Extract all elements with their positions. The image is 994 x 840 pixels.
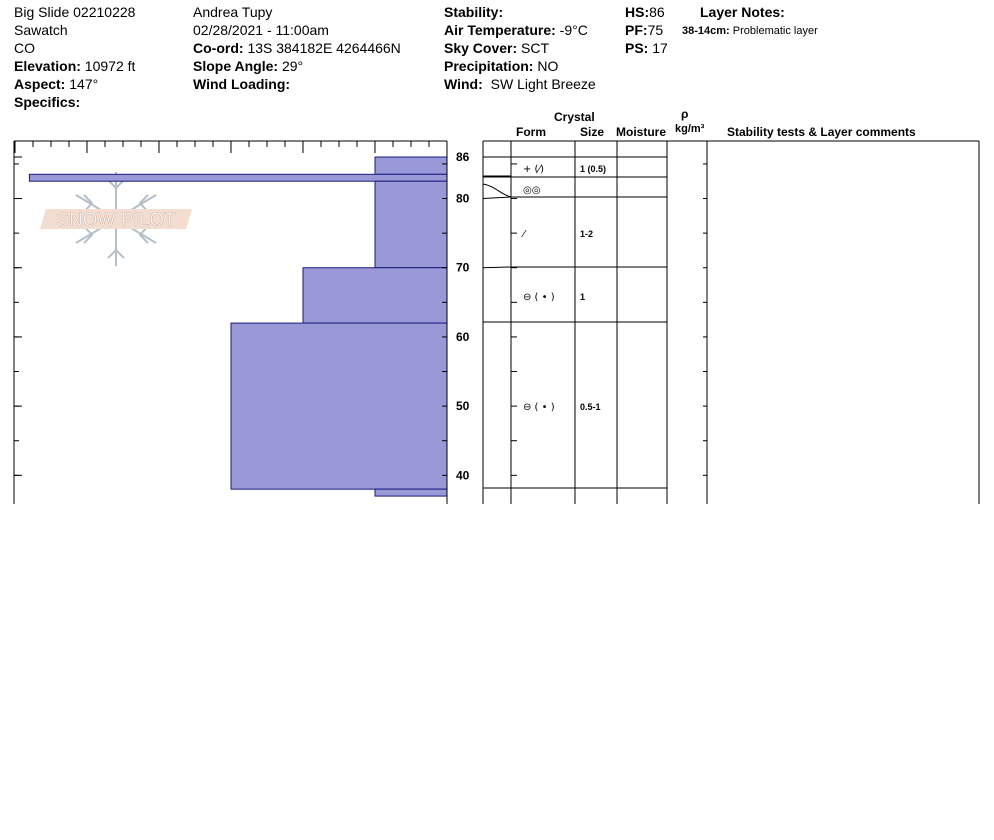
hardness-bar: [29, 174, 447, 181]
coord-label: Co-ord:: [193, 40, 244, 56]
height-tick-label: 80: [456, 191, 470, 206]
layer-form-symbol: + (⁄): [523, 164, 545, 175]
hs-label: HS:: [625, 4, 650, 20]
moisture-header: Moisture: [616, 125, 667, 139]
form-header: Form: [516, 125, 546, 139]
hardness-bar: [303, 268, 447, 323]
aspect-value: 147°: [69, 76, 99, 92]
height-tick-label: 50: [456, 399, 470, 414]
logo-text: SNOW PILOT: [56, 210, 176, 231]
crystal-header: Crystal: [554, 110, 595, 124]
snowpilot-logo: [40, 172, 192, 266]
precip-label: Precipitation:: [444, 58, 534, 74]
layer-connector: [483, 184, 511, 197]
comments-header: Stability tests & Layer comments: [727, 125, 916, 139]
layer-connector: [483, 197, 511, 199]
elevation-label: Elevation:: [14, 58, 81, 74]
state-name: CO: [14, 40, 35, 56]
density-unit-header: kg/m³: [675, 123, 705, 135]
height-tick-label: 40: [456, 468, 470, 483]
range-name: Sawatch: [14, 22, 68, 38]
layer-form-symbol: ⊖ ( • ): [523, 402, 555, 413]
hardness-bars: [29, 157, 447, 496]
elevation-value: 10972 ft: [84, 58, 136, 74]
layer-note-range: 38-14cm:: [682, 25, 730, 37]
hardness-bar: [375, 489, 447, 496]
rho-header: ρ: [681, 107, 689, 121]
layer-form-symbol: ⁄: [523, 229, 525, 240]
layer-form-symbol: ⊖ ( • ): [523, 292, 555, 303]
ps-label: PS:: [625, 40, 649, 56]
air-temp-value: -9°C: [559, 22, 588, 38]
precip-value: NO: [537, 58, 559, 74]
layer-size-label: 1-2: [580, 229, 594, 239]
sky-value: SCT: [521, 40, 550, 56]
observer-name: Andrea Tupy: [193, 4, 273, 20]
slope-label: Slope Angle:: [193, 58, 279, 74]
stability-label: Stability:: [444, 4, 504, 20]
pf-label: PF:: [625, 22, 648, 38]
aspect-label: Aspect:: [14, 76, 66, 92]
wind-label: Wind:: [444, 76, 483, 92]
air-temp-label: Air Temperature:: [444, 22, 556, 38]
hardness-bar: [375, 181, 447, 268]
wind-value: SW Light Breeze: [490, 76, 596, 92]
site-name: Big Slide 02210228: [14, 4, 136, 20]
coord-value: 13S 384182E 4264466N: [247, 40, 401, 56]
pf-value: 75: [647, 22, 664, 38]
size-header: Size: [580, 125, 605, 139]
hardness-bar: [231, 323, 447, 489]
slope-value: 29°: [281, 58, 304, 74]
hs-value: 86: [649, 4, 665, 20]
layer-size-label: 1 (0.5): [580, 164, 607, 174]
height-tick-label: 70: [456, 260, 470, 275]
layer-notes-title: Layer Notes:: [700, 4, 785, 20]
layer-connector: [483, 267, 511, 268]
observation-datetime: 02/28/2021 - 11:00am: [193, 22, 329, 38]
layer-size-label: 1: [580, 292, 586, 302]
wind-loading-label: Wind Loading:: [193, 76, 291, 92]
height-tick-label: 60: [456, 329, 470, 344]
layer-table: [483, 141, 979, 504]
ps-value: 17: [652, 40, 668, 56]
specifics-label: Specifics:: [14, 94, 81, 110]
sky-label: Sky Cover:: [444, 40, 518, 56]
layer-form-symbol: ◎◎: [523, 185, 541, 196]
height-tick-label: 86: [456, 150, 470, 164]
hardness-bar: [375, 157, 447, 174]
layer-note-text: Problematic layer: [732, 25, 818, 37]
layer-size-label: 0.5-1: [580, 402, 601, 412]
